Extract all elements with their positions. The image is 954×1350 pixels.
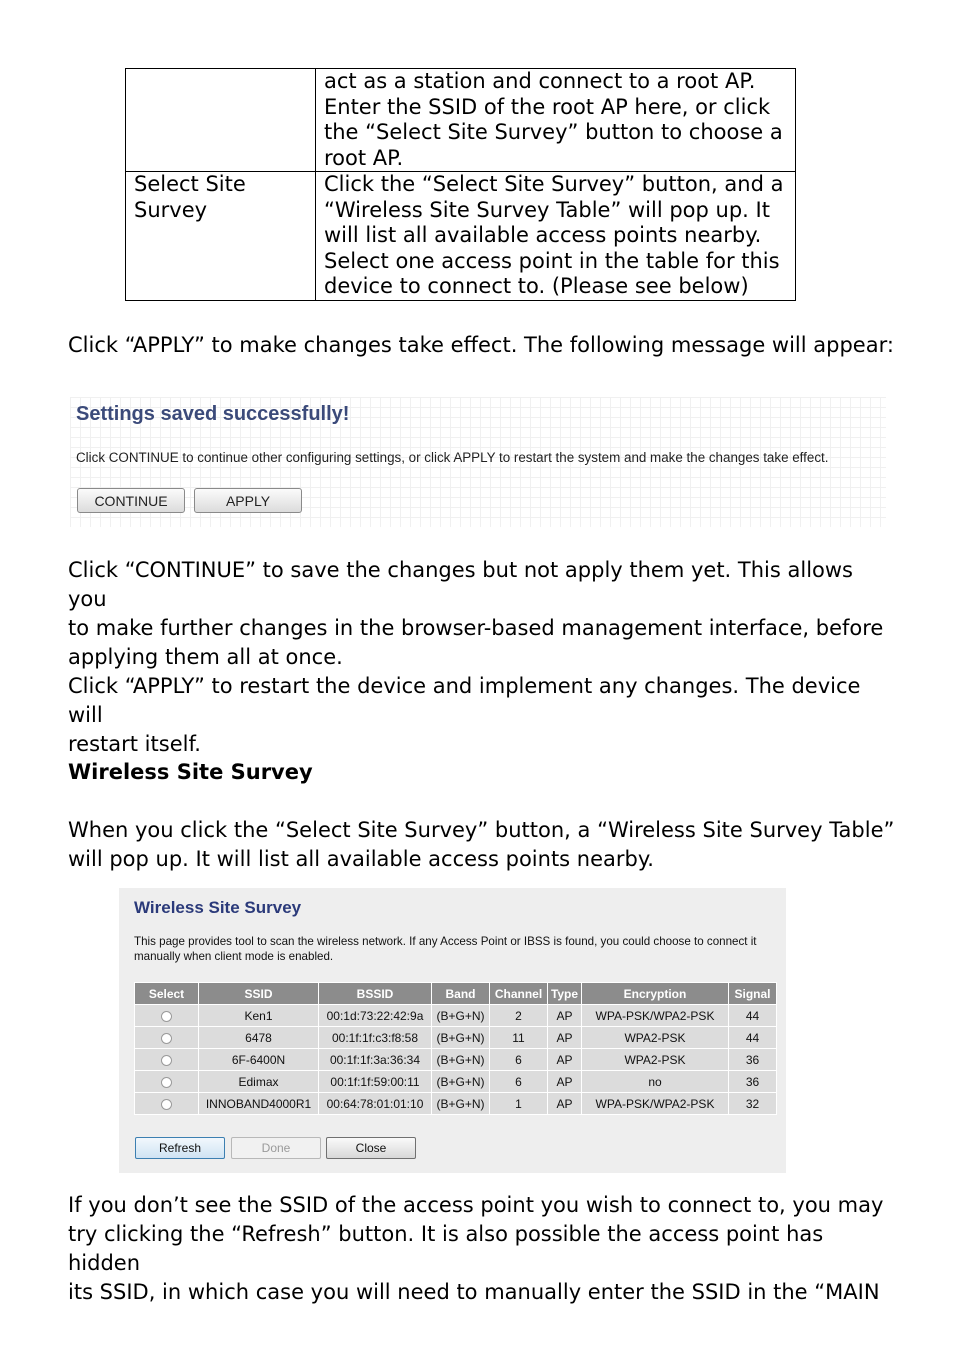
column-header: BSSID	[319, 983, 432, 1005]
desc-line: device to connect to. (Please see below)	[324, 274, 749, 298]
bssid-cell: 00:64:78:01:01:10	[319, 1093, 432, 1115]
table-header-row	[135, 983, 777, 1005]
encryption-cell: WPA-PSK/WPA2-PSK	[582, 1093, 729, 1115]
band-cell: (B+G+N)	[432, 1049, 490, 1071]
select-cell	[135, 1005, 199, 1027]
apply-restart-paragraph	[68, 672, 898, 759]
definition-table	[125, 68, 796, 301]
settings-saved-panel	[70, 397, 886, 527]
encryption-cell: WPA2-PSK	[582, 1027, 729, 1049]
desc-line: the “Select Site Survey” button to choose a	[324, 120, 783, 144]
desc-line: Enter the SSID of the root AP here, or click	[324, 94, 771, 119]
ssid-cell: Ken1	[199, 1005, 319, 1027]
desc-line: Click the “Select Site Survey” button, and a	[324, 172, 784, 196]
select-radio[interactable]	[161, 1055, 172, 1066]
text-line: try clicking the “Refresh” button. It is also possible the access point has hidden	[68, 1222, 824, 1275]
column-header: Channel	[490, 983, 548, 1005]
encryption-cell: WPA-PSK/WPA2-PSK	[582, 1005, 729, 1027]
refresh-button[interactable]: Refresh	[135, 1137, 225, 1159]
table-row	[126, 172, 796, 301]
term-line: Survey	[134, 197, 208, 222]
table-row	[135, 1005, 777, 1027]
bssid-cell: 00:1f:1f:3a:36:34	[319, 1049, 432, 1071]
band-cell: (B+G+N)	[432, 1093, 490, 1115]
column-header: Select	[135, 983, 199, 1005]
column-header: Encryption	[582, 983, 729, 1005]
select-cell	[135, 1027, 199, 1049]
ssid-cell: INNOBAND4000R1	[199, 1093, 319, 1115]
apply-intro-paragraph: Click “APPLY” to make changes take effect. The following message will appear:	[68, 333, 894, 357]
select-radio[interactable]	[161, 1011, 172, 1022]
description-cell	[316, 172, 796, 301]
term-cell	[126, 172, 316, 301]
survey-description: This page provides tool to scan the wireless network. If any Access Point or IBSS is found, you could choose to connect it manually when client mode is enabled.	[134, 935, 757, 963]
saved-message: Click CONTINUE to continue other configuring settings, or click APPLY to restart the system and make the changes take effect.	[76, 450, 829, 465]
channel-cell: 6	[490, 1049, 548, 1071]
continue-paragraph	[68, 556, 898, 672]
desc-line: Select one access point in the table for this	[324, 248, 780, 273]
term-cell	[126, 69, 316, 172]
channel-cell: 2	[490, 1005, 548, 1027]
survey-title: Wireless Site Survey	[134, 898, 302, 917]
channel-cell: 11	[490, 1027, 548, 1049]
table-row	[135, 1049, 777, 1071]
table-row	[135, 1093, 777, 1115]
ssid-cell: Edimax	[199, 1071, 319, 1093]
text-line: When you click the “Select Site Survey” button, a “Wireless Site Survey Table”	[68, 818, 895, 842]
select-radio[interactable]	[161, 1077, 172, 1088]
desc-line: root AP.	[324, 145, 404, 170]
text-line: applying them all at once.	[68, 645, 343, 669]
type-cell: AP	[548, 1027, 582, 1049]
bssid-cell: 00:1d:73:22:42:9a	[319, 1005, 432, 1027]
text-line: If you don’t see the SSID of the access point you wish to connect to, you may	[68, 1193, 884, 1217]
channel-cell: 1	[490, 1093, 548, 1115]
close-button[interactable]: Close	[326, 1137, 416, 1159]
term-line: Select Site	[134, 172, 246, 196]
refresh-paragraph	[68, 1191, 898, 1307]
encryption-cell: WPA2-PSK	[582, 1049, 729, 1071]
select-radio[interactable]	[161, 1099, 172, 1110]
ssid-cell: 6F-6400N	[199, 1049, 319, 1071]
signal-cell: 32	[729, 1093, 777, 1115]
band-cell: (B+G+N)	[432, 1027, 490, 1049]
select-cell	[135, 1093, 199, 1115]
desc-line: will list all available access points nearby.	[324, 223, 762, 247]
band-cell: (B+G+N)	[432, 1071, 490, 1093]
bssid-cell: 00:1f:1f:59:00:11	[319, 1071, 432, 1093]
select-radio[interactable]	[161, 1033, 172, 1044]
section-heading: Wireless Site Survey	[68, 760, 313, 784]
select-cell	[135, 1049, 199, 1071]
column-header: Type	[548, 983, 582, 1005]
done-button[interactable]: Done	[231, 1137, 321, 1159]
column-header: Band	[432, 983, 490, 1005]
encryption-cell: no	[582, 1071, 729, 1093]
table-row	[135, 1027, 777, 1049]
signal-cell: 44	[729, 1027, 777, 1049]
table-row	[135, 1071, 777, 1093]
type-cell: AP	[548, 1049, 582, 1071]
desc-line: act as a station and connect to a root AP.	[324, 69, 756, 93]
survey-table	[134, 982, 777, 1115]
description-cell	[316, 69, 796, 172]
signal-cell: 36	[729, 1071, 777, 1093]
text-line: Click “CONTINUE” to save the changes but not apply them yet. This allows you	[68, 558, 853, 611]
site-survey-panel	[119, 888, 786, 1173]
text-line: its SSID, in which case you will need to manually enter the SSID in the “MAIN	[68, 1280, 880, 1304]
type-cell: AP	[548, 1093, 582, 1115]
table-row	[126, 69, 796, 172]
desc-line: “Wireless Site Survey Table” will pop up. It	[324, 197, 770, 222]
bssid-cell: 00:1f:1f:c3:f8:58	[319, 1027, 432, 1049]
apply-button[interactable]: APPLY	[194, 488, 302, 513]
channel-cell: 6	[490, 1071, 548, 1093]
signal-cell: 44	[729, 1005, 777, 1027]
text-line: will pop up. It will list all available access points nearby.	[68, 847, 654, 871]
text-line: Click “APPLY” to restart the device and implement any changes. The device will	[68, 674, 861, 727]
type-cell: AP	[548, 1005, 582, 1027]
column-header: SSID	[199, 983, 319, 1005]
column-header: Signal	[729, 983, 777, 1005]
saved-title: Settings saved successfully!	[76, 403, 350, 425]
continue-button[interactable]: CONTINUE	[77, 488, 185, 513]
ssid-cell: 6478	[199, 1027, 319, 1049]
text-line: to make further changes in the browser-based management interface, before	[68, 616, 884, 640]
survey-intro-paragraph	[68, 816, 898, 874]
type-cell: AP	[548, 1071, 582, 1093]
band-cell: (B+G+N)	[432, 1005, 490, 1027]
text-line: restart itself.	[68, 732, 201, 756]
select-cell	[135, 1071, 199, 1093]
signal-cell: 36	[729, 1049, 777, 1071]
